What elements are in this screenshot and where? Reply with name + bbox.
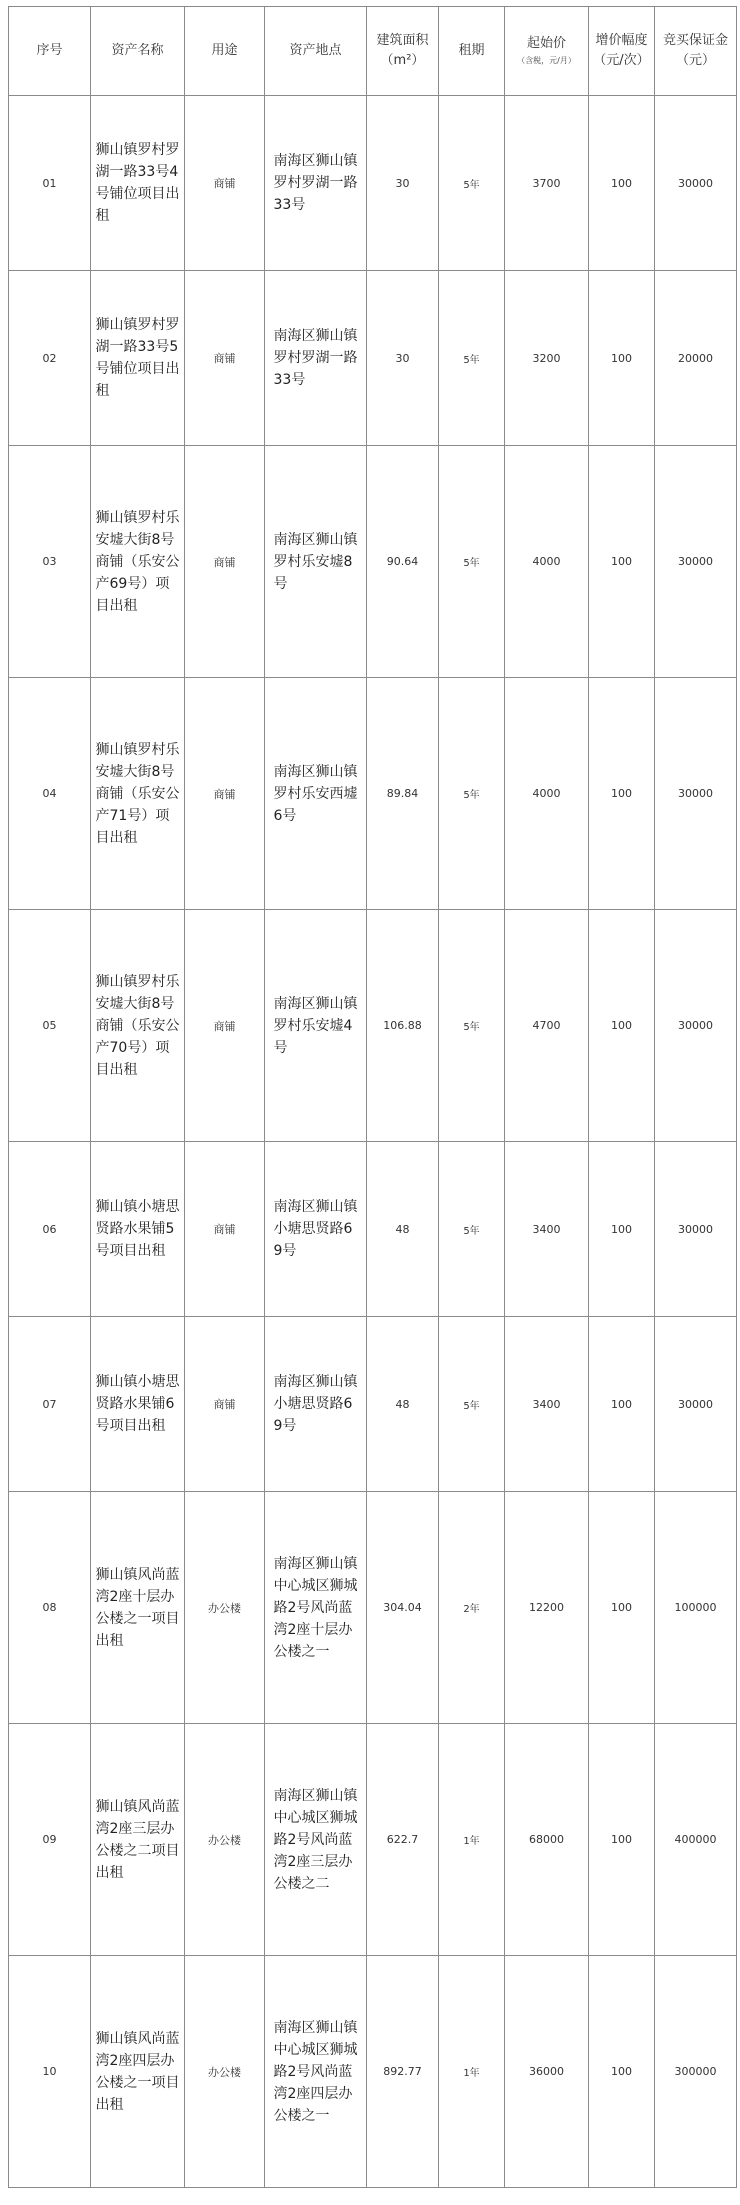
header-increment [589,7,655,96]
cell-usage: 商铺 [185,910,265,1142]
cell-location-text: 南海区狮山镇罗村罗湖一路33号 [273,328,358,388]
cell-start-price: 3400 [505,1142,589,1317]
cell-term: 5年 [439,1142,505,1317]
cell-asset-name-text: 狮山镇风尚蓝湾2座十层办公楼之一项目出租 [95,1566,180,1649]
cell-index: 07 [9,1317,91,1492]
cell-asset-name-text: 狮山镇风尚蓝湾2座四层办公楼之一项目出租 [95,2030,180,2113]
cell-increment: 100 [589,446,655,678]
cell-location-text: 南海区狮山镇小塘思贤路69号 [273,1199,358,1259]
cell-location-text: 南海区狮山镇罗村乐安墟8号 [273,531,358,592]
cell-start-price: 68000 [505,1724,589,1956]
cell-location [265,1317,367,1492]
cell-asset-name-text: 狮山镇罗村乐安墟大街8号商铺（乐安公产70号）项目出租 [95,973,180,1078]
cell-increment: 100 [589,1142,655,1317]
header-area-label: 建筑面积（m²） [376,33,429,68]
cell-location [265,678,367,910]
cell-asset-name [91,271,185,446]
header-start-price [505,7,589,96]
cell-asset-name-text: 狮山镇罗村罗湖一路33号4号铺位项目出租 [95,142,180,224]
header-deposit [655,7,737,96]
header-deposit-label: 竞买保证金（元） [662,33,728,68]
cell-area: 304.04 [367,1492,439,1724]
cell-deposit: 30000 [655,678,737,910]
cell-location-text: 南海区狮山镇罗村罗湖一路33号 [273,153,358,213]
cell-deposit: 400000 [655,1724,737,1956]
cell-increment: 100 [589,678,655,910]
cell-term: 5年 [439,271,505,446]
cell-location-text: 南海区狮山镇中心城区狮城路2号风尚蓝湾2座十层办公楼之一 [273,1555,358,1660]
cell-asset-name-text: 狮山镇罗村乐安墟大街8号商铺（乐安公产71号）项目出租 [95,741,180,846]
cell-asset-name [91,1956,185,2188]
header-usage: 用途 [185,7,265,96]
cell-deposit: 30000 [655,446,737,678]
cell-start-price: 36000 [505,1956,589,2188]
cell-usage: 办公楼 [185,1492,265,1724]
cell-deposit: 30000 [655,1317,737,1492]
cell-index: 01 [9,96,91,271]
cell-asset-name [91,1492,185,1724]
cell-area: 892.77 [367,1956,439,2188]
table-body [9,96,737,2188]
cell-increment: 100 [589,1956,655,2188]
cell-asset-name-text: 狮山镇罗村罗湖一路33号5号铺位项目出租 [95,317,180,399]
header-area [367,7,439,96]
cell-index: 02 [9,271,91,446]
cell-index: 06 [9,1142,91,1317]
header-row [9,7,737,96]
table-row [9,1142,737,1317]
cell-location [265,1724,367,1956]
cell-area: 48 [367,1142,439,1317]
cell-area: 106.88 [367,910,439,1142]
cell-deposit: 30000 [655,1142,737,1317]
cell-increment: 100 [589,271,655,446]
table-row [9,1956,737,2188]
cell-location [265,446,367,678]
cell-term: 2年 [439,1492,505,1724]
cell-area: 90.64 [367,446,439,678]
cell-deposit: 300000 [655,1956,737,2188]
cell-deposit: 30000 [655,96,737,271]
table-row [9,446,737,678]
cell-term: 5年 [439,1317,505,1492]
cell-index: 08 [9,1492,91,1724]
cell-term: 5年 [439,678,505,910]
cell-location [265,1956,367,2188]
cell-start-price: 4000 [505,446,589,678]
cell-asset-name [91,1317,185,1492]
cell-usage: 商铺 [185,1142,265,1317]
table-row [9,1724,737,1956]
cell-asset-name [91,96,185,271]
header-term: 租期 [439,7,505,96]
cell-term: 5年 [439,446,505,678]
cell-term: 5年 [439,910,505,1142]
cell-term: 1年 [439,1724,505,1956]
cell-increment: 100 [589,1724,655,1956]
table-row [9,271,737,446]
cell-increment: 100 [589,1317,655,1492]
cell-area: 30 [367,271,439,446]
cell-deposit: 20000 [655,271,737,446]
cell-index: 05 [9,910,91,1142]
table-row [9,1317,737,1492]
cell-area: 89.84 [367,678,439,910]
cell-usage: 商铺 [185,446,265,678]
cell-area: 622.7 [367,1724,439,1956]
cell-start-price: 12200 [505,1492,589,1724]
table-row [9,678,737,910]
cell-location-text: 南海区狮山镇中心城区狮城路2号风尚蓝湾2座四层办公楼之一 [273,2019,358,2124]
cell-asset-name-text: 狮山镇风尚蓝湾2座三层办公楼之二项目出租 [95,1798,180,1881]
cell-start-price: 3400 [505,1317,589,1492]
cell-location [265,271,367,446]
cell-usage: 办公楼 [185,1724,265,1956]
table-row [9,96,737,271]
table-row [9,1492,737,1724]
cell-asset-name [91,1142,185,1317]
cell-start-price: 4000 [505,678,589,910]
cell-asset-name-text: 狮山镇小塘思贤路水果铺6号项目出租 [95,1374,180,1434]
cell-deposit: 30000 [655,910,737,1142]
cell-location [265,1142,367,1317]
cell-increment: 100 [589,1492,655,1724]
cell-index: 09 [9,1724,91,1956]
cell-usage: 商铺 [185,271,265,446]
cell-asset-name [91,910,185,1142]
cell-start-price: 4700 [505,910,589,1142]
cell-usage: 商铺 [185,1317,265,1492]
cell-asset-name-text: 狮山镇小塘思贤路水果铺5号项目出租 [95,1199,180,1259]
cell-location [265,1492,367,1724]
cell-index: 03 [9,446,91,678]
cell-usage: 办公楼 [185,1956,265,2188]
header-increment-label: 增价幅度（元/次） [593,33,650,68]
header-index: 序号 [9,7,91,96]
header-asset-name: 资产名称 [91,7,185,96]
cell-asset-name-text: 狮山镇罗村乐安墟大街8号商铺（乐安公产69号）项目出租 [95,509,180,614]
cell-term: 5年 [439,96,505,271]
cell-location-text: 南海区狮山镇中心城区狮城路2号风尚蓝湾2座三层办公楼之二 [273,1787,358,1892]
cell-index: 10 [9,1956,91,2188]
cell-location [265,910,367,1142]
cell-location [265,96,367,271]
cell-start-price: 3700 [505,96,589,271]
cell-location-text: 南海区狮山镇小塘思贤路69号 [273,1374,358,1434]
cell-asset-name [91,678,185,910]
cell-usage: 商铺 [185,96,265,271]
header-start-price-note: （含税，元/月） [517,56,576,65]
cell-asset-name [91,1724,185,1956]
cell-location-text: 南海区狮山镇罗村乐安墟4号 [273,995,358,1056]
cell-index: 04 [9,678,91,910]
cell-increment: 100 [589,96,655,271]
cell-increment: 100 [589,910,655,1142]
cell-deposit: 100000 [655,1492,737,1724]
cell-area: 30 [367,96,439,271]
header-location: 资产地点 [265,7,367,96]
cell-asset-name [91,446,185,678]
table-row [9,910,737,1142]
cell-area: 48 [367,1317,439,1492]
cell-start-price: 3200 [505,271,589,446]
cell-usage: 商铺 [185,678,265,910]
cell-location-text: 南海区狮山镇罗村乐安西墟6号 [273,763,358,824]
cell-term: 1年 [439,1956,505,2188]
asset-lease-table [8,6,737,2188]
header-start-price-label: 起始价 [526,36,566,51]
